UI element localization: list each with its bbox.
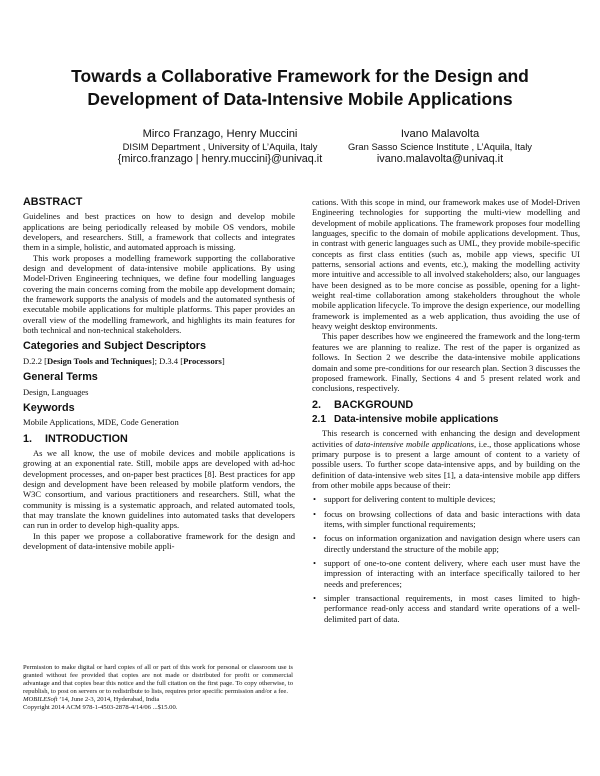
bullet-icon: • <box>313 508 316 519</box>
section-number: 1. <box>23 432 33 445</box>
bullet-icon: • <box>313 533 316 544</box>
list-item-text: simpler transactional requirements, in most cases limited to high-performance read-only access and standard write operations of a well-delimited part of data. <box>324 593 580 624</box>
list-item-text: focus on information organization and navigation design where users can directly understand the structure of the mobile app; <box>324 533 580 554</box>
list-item <box>312 593 580 624</box>
categories-text <box>23 356 295 366</box>
list-item <box>312 558 580 589</box>
author-2-affiliation: Gran Sasso Science Institute , L’Aquila, Italy <box>348 141 532 152</box>
author-2-name: Ivano Malavolta <box>400 128 480 140</box>
subsection-title: Data-intensive mobile applications <box>334 413 499 425</box>
author-1-email: {mirco.franzago | henry.muccini}@univaq.it <box>117 152 323 165</box>
list-item-text: support of one-to-one content delivery, where each user must have the impression of interacting with an interface specifically tailored to her needs and preferences; <box>324 558 580 589</box>
bullet-icon: • <box>313 558 316 568</box>
venue-name: MOBILESoft <box>23 696 58 704</box>
permission-notice <box>23 664 293 713</box>
general-terms-text: Design, Languages <box>23 386 89 397</box>
categories-part: ]; D.3.4 [ <box>151 355 184 366</box>
list-item-text: support for delivering content to multiple devices; <box>324 494 496 505</box>
background-heading <box>312 400 580 410</box>
venue-details: ’14, June 2-3, 2014, Hyderabad, India <box>57 696 160 704</box>
abstract-heading: ABSTRACT <box>23 196 83 208</box>
introduction-heading <box>23 434 295 444</box>
section-title: INTRODUCTION <box>45 432 128 445</box>
section-number: 2. <box>312 398 322 411</box>
subsection-heading <box>312 415 580 425</box>
subsection-number: 2.1 <box>312 413 326 425</box>
general-terms-heading: General Terms <box>23 371 98 384</box>
keywords-heading: Keywords <box>23 401 75 414</box>
list-item <box>312 533 580 554</box>
keywords-text: Mobile Applications, MDE, Code Generation <box>23 417 179 428</box>
list-item <box>312 494 580 504</box>
section-title: BACKGROUND <box>334 398 414 411</box>
background-text: This research is concerned with enhancing the design and development activities of <box>312 428 580 449</box>
author-block <box>0 128 600 168</box>
paper-title: Towards a Collaborative Framework for the Design and Development of Data-Intensive Mobile Applications <box>71 66 529 109</box>
intro-continued-paragraph: cations. With this scope in mind, our framework makes use of Model-Driven Engineering technologies for supporting the multi-view modelling and development of mobile applications. The framework proposes four modelling languages, specific to the domain of mobile applications development. Thus, in contrast with generic languages such as UML, they provide mobile-specific concepts as first class entities (such as, mobile app views, specific UI patterns, sensorial actions and events, etc.), making the modelling activity more intuitive and accessible to all involved stakeholders; also, our languages have been designed as to be more concise as possible, opening for a light-weight real-time collaboration among stakeholders throughout the whole mobile application lifecycle. To improve the design experience, our modelling framework is implemented as a web application, thus avoiding the use of heavy weight desktop environments. <box>312 197 580 332</box>
introduction-paragraph-1: As we all know, the use of mobile devices and mobile applications is growing at an exponential rate. Still, mobile apps are developed with ad-hoc development processes, and on-paper best practices [8]. Best practices for app design and development have been released by mobile platform vendors, the W3C consortium, and various practitioners and researchers. Still, what the community is missing is a systematic approach, and related automated tools, that may translate the known guidelines into automated tasks that developers can run in order to develop high-quality apps. <box>23 447 295 531</box>
copyright-line: Copyright 2014 ACM 978-1-4503-2878-4/14/06 ...$15.00. <box>23 704 178 712</box>
intro-paragraph-3: This paper describes how we engineered the framework and the long-term features we are planning to realize. The rest of the paper is organized as follows. In Section 2 we describe the data-intensive mobile applications domain and some pre-conditions for our research plan. Section 3 discusses the proposed framework. Finally, Sections 4 and 5 present related work and conclusions, respectively. <box>312 331 580 394</box>
characteristics-list <box>312 494 580 624</box>
abstract-paragraph-2: This work proposes a modelling framework supporting the collaborative design and development of data-intensive mobile applications. By using Model-Driven Engineering techniques, we define four modelling languages covering the main concerns coming from the mobile app development domain; the framework supports the analysis of models and the automated synthesis of executable mobile applications for multiple platforms. This paper provides an overall view of the modelling framework, and highlights its main features for both technical and non-technical stakeholders. <box>23 252 295 336</box>
categories-part: ] <box>221 355 225 366</box>
author-1-name: Mirco Franzago, Henry Muccini <box>142 128 298 140</box>
bullet-icon: • <box>313 494 316 505</box>
bullet-icon: • <box>313 593 316 604</box>
permission-text: Permission to make digital or hard copies of all or part of this work for personal or classroom use is granted without fee provided that copies are not made or distributed for profit or commercial advantage and that copies bear this notice and the full citation on the first page. To copy otherwise, to republish, to post on servers or to redistribute to lists, requires prior specific permission and/or a fee. <box>23 664 293 696</box>
introduction-paragraph-2: In this paper we propose a collaborative framework for the design and development of data-intensive mobile appli- <box>23 530 295 551</box>
author-2 <box>305 128 575 165</box>
list-item <box>312 509 580 530</box>
author-2-email: ivano.malavolta@univaq.it <box>376 152 504 165</box>
right-column <box>312 197 580 628</box>
author-1-affiliation: DISIM Department , University of L’Aquila, Italy <box>122 141 318 152</box>
background-text: , i.e., those applications whose primary purpose is to present a large amount of content to a variety of possible users. To further scope data-intensive apps, and by building on the definition of data-intensive web sites [1], a data-intensive mobile app differs from other mobile apps because of their: <box>312 438 580 490</box>
categories-heading: Categories and Subject Descriptors <box>23 340 206 353</box>
background-paragraph <box>312 428 580 490</box>
categories-part-bold: Processors <box>183 355 222 366</box>
left-column <box>23 197 295 551</box>
categories-part-bold: Design Tools and Techniques <box>46 355 152 366</box>
abstract-paragraph-1: Guidelines and best practices on how to design and develop mobile applications are being periodically released by mobile OS vendors, mobile developers, and researchers. Still, a framework that collects and integrates them in a simple, holistic, and automated approach is missing. <box>23 211 295 253</box>
list-item-text: focus on browsing collections of data and basic interactions with data items, with simpler functional requirements; <box>324 508 580 529</box>
background-emphasis: data-intensive mobile applications <box>355 438 475 449</box>
venue-line <box>23 696 293 704</box>
categories-part: D.2.2 [ <box>23 355 47 366</box>
